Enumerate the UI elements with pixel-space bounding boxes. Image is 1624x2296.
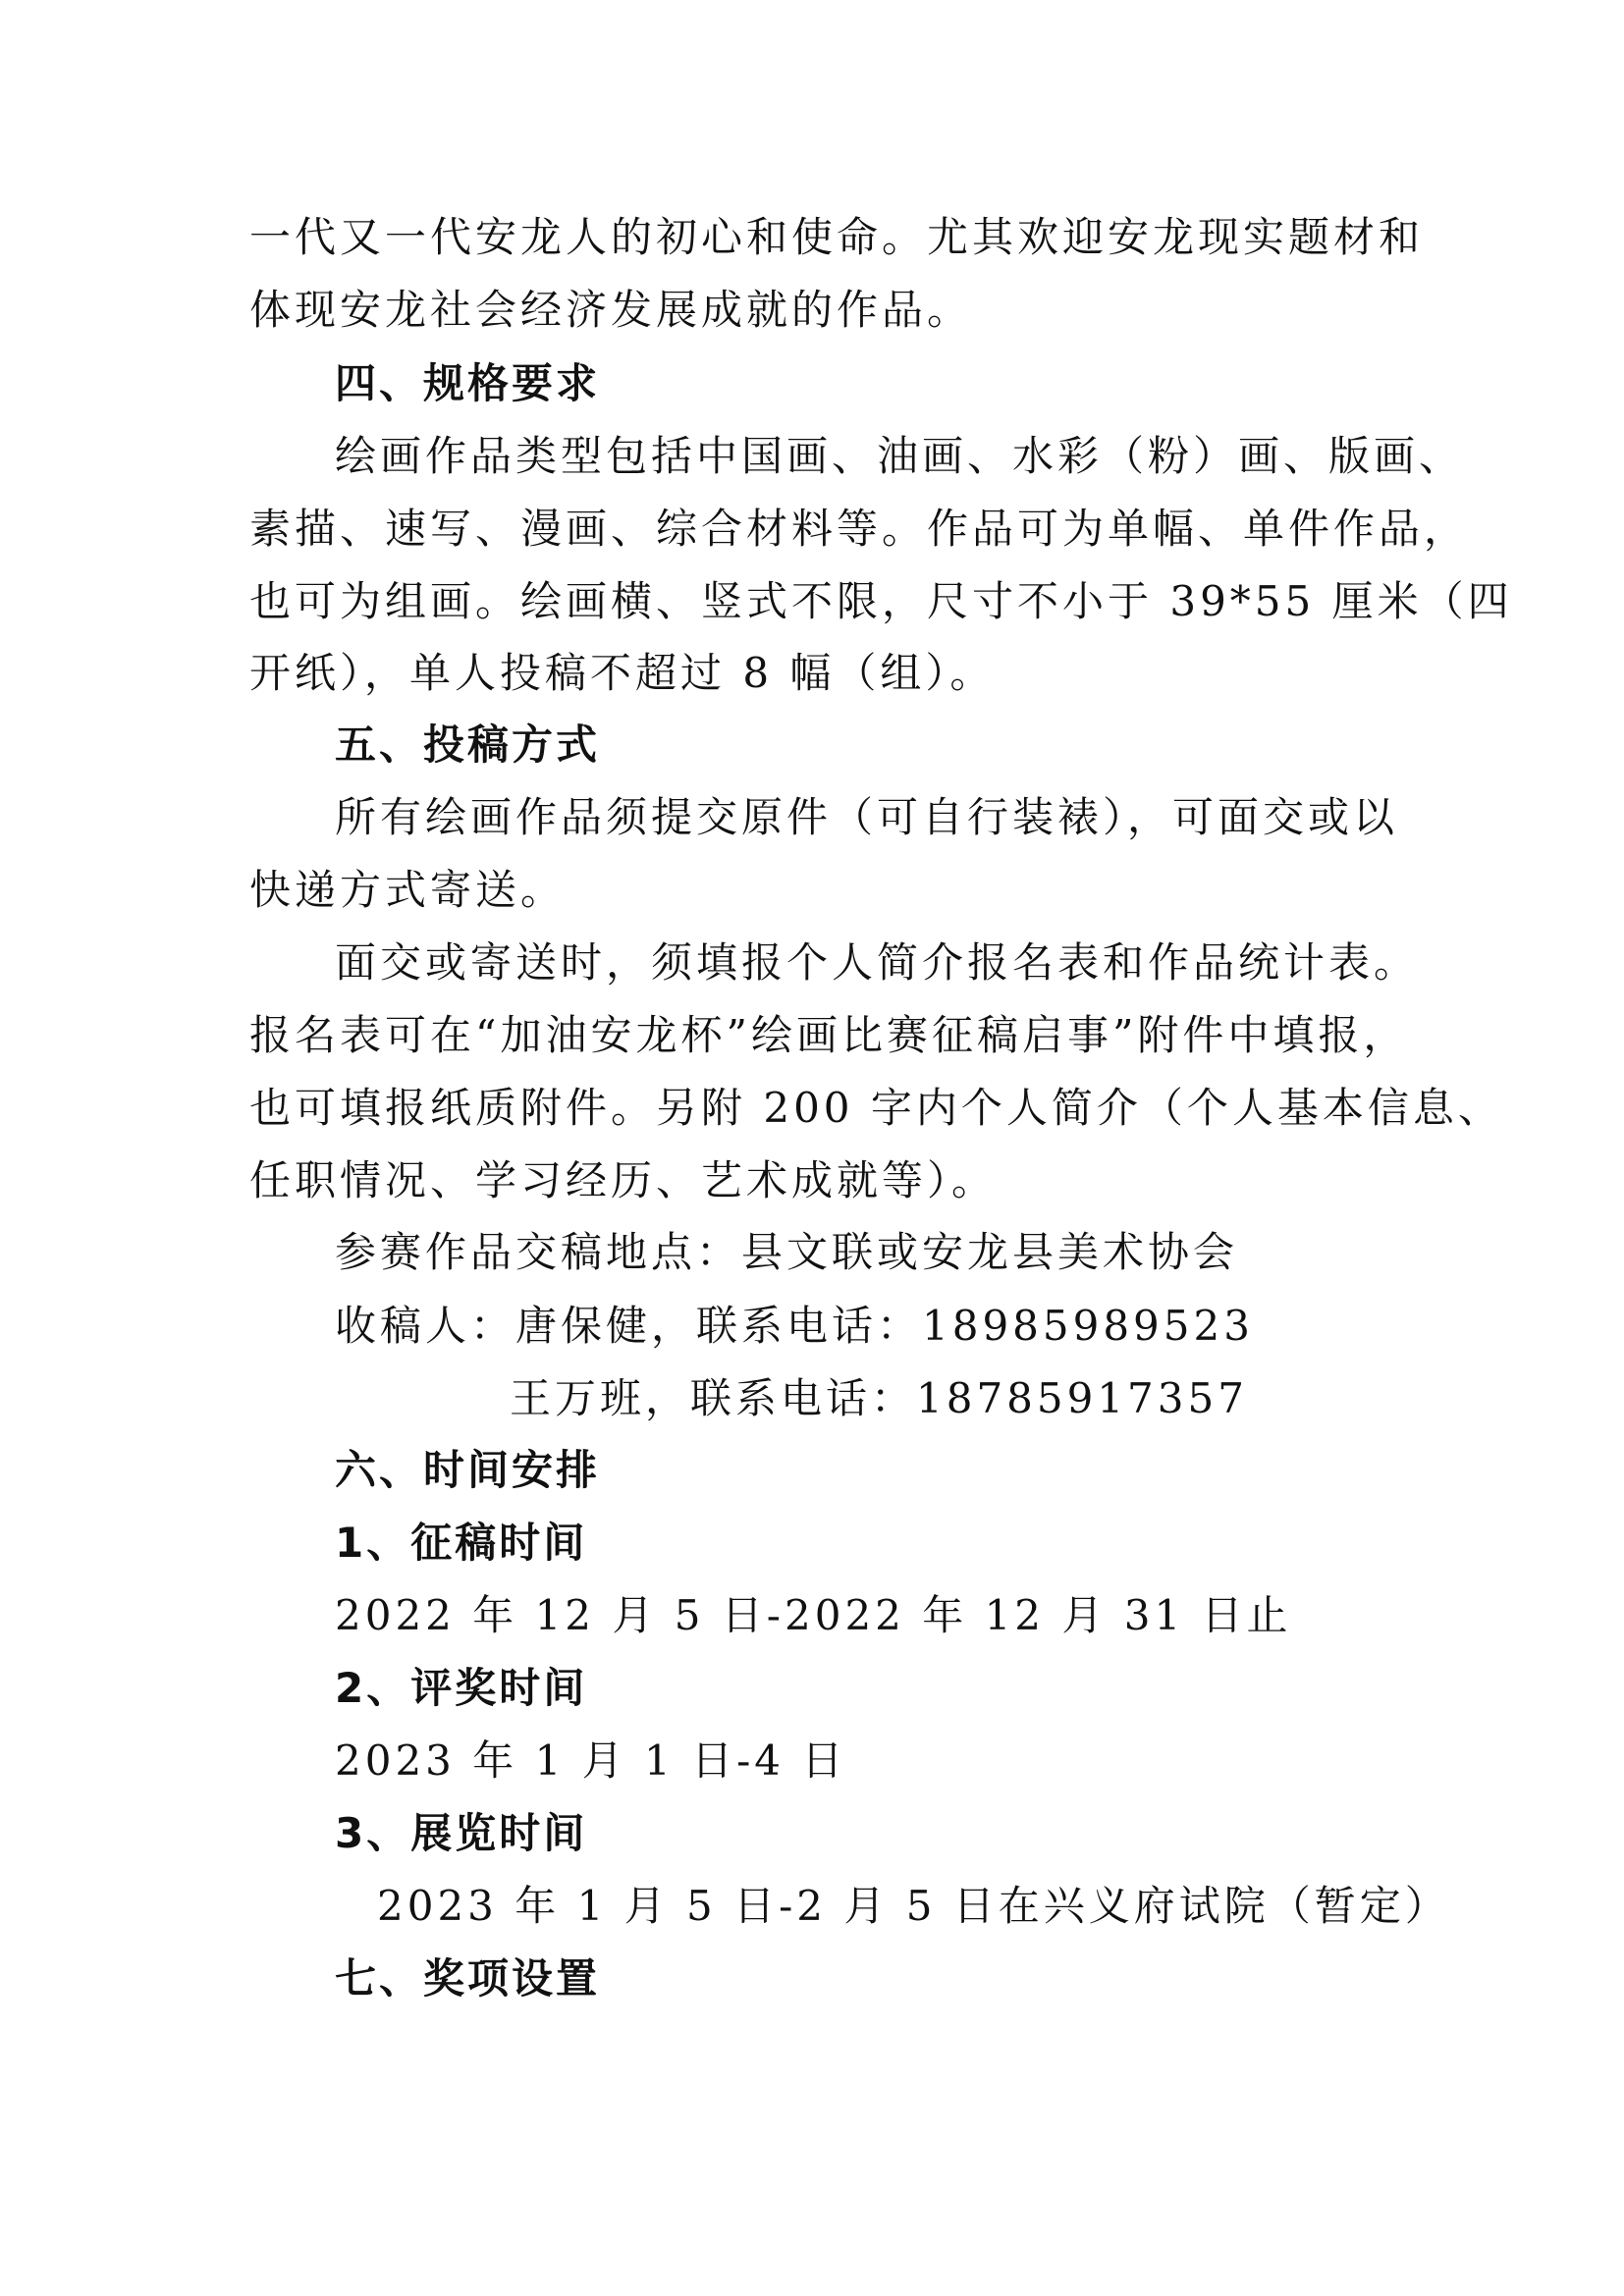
body-text-line: 报名表可在“加油安龙杯”绘画比赛征稿启事”附件中填报， (249, 1011, 1409, 1059)
body-text-line: 开纸），单人投稿不超过 8 幅（组）。 (249, 649, 996, 697)
body-text-line: 所有绘画作品须提交原件（可自行装裱），可面交或以 (335, 793, 1399, 841)
subheading-submission-period: 1、征稿时间 (335, 1519, 588, 1567)
subheading-exhibition-period: 3、展览时间 (335, 1809, 588, 1857)
section-heading-schedule: 六、时间安排 (335, 1446, 601, 1494)
subheading-judging-period: 2、评奖时间 (335, 1664, 588, 1712)
contact-line: 王万班，联系电话：18785917357 (510, 1374, 1248, 1422)
body-text-line: 快递方式寄送。 (249, 866, 567, 914)
section-heading-specifications: 四、规格要求 (335, 359, 601, 407)
body-text-line: 体现安龙社会经济发展成就的作品。 (249, 286, 973, 334)
section-heading-awards: 七、奖项设置 (335, 1954, 601, 2002)
date-line: 2023 年 1 月 5 日-2 月 5 日在兴义府试院（暂定） (377, 1882, 1450, 1930)
body-text-line: 一代又一代安龙人的初心和使命。尤其欢迎安龙现实题材和 (249, 213, 1425, 261)
body-text-line: 绘画作品类型包括中国画、油画、水彩（粉）画、版画、 (335, 432, 1465, 480)
body-text-line: 任职情况、学习经历、艺术成就等）。 (249, 1156, 998, 1204)
body-text-line: 面交或寄送时，须填报个人简介报名表和作品统计表。 (335, 938, 1420, 987)
body-text-line: 也可填报纸质附件。另附 200 字内个人简介（个人基本信息、 (249, 1084, 1503, 1132)
body-text-line: 也可为组画。绘画横、竖式不限，尺寸不小于 39*55 厘米（四 (249, 577, 1513, 625)
section-heading-submission: 五、投稿方式 (335, 721, 601, 769)
body-text-line: 素描、速写、漫画、综合材料等。作品可为单幅、单件作品， (249, 505, 1470, 553)
date-line: 2023 年 1 月 1 日-4 日 (335, 1736, 847, 1785)
submission-address-line: 参赛作品交稿地点：县文联或安龙县美术协会 (335, 1228, 1239, 1276)
date-line: 2022 年 12 月 5 日-2022 年 12 月 31 日止 (335, 1591, 1292, 1639)
contact-line: 收稿人：唐保健，联系电话：18985989523 (335, 1302, 1254, 1350)
